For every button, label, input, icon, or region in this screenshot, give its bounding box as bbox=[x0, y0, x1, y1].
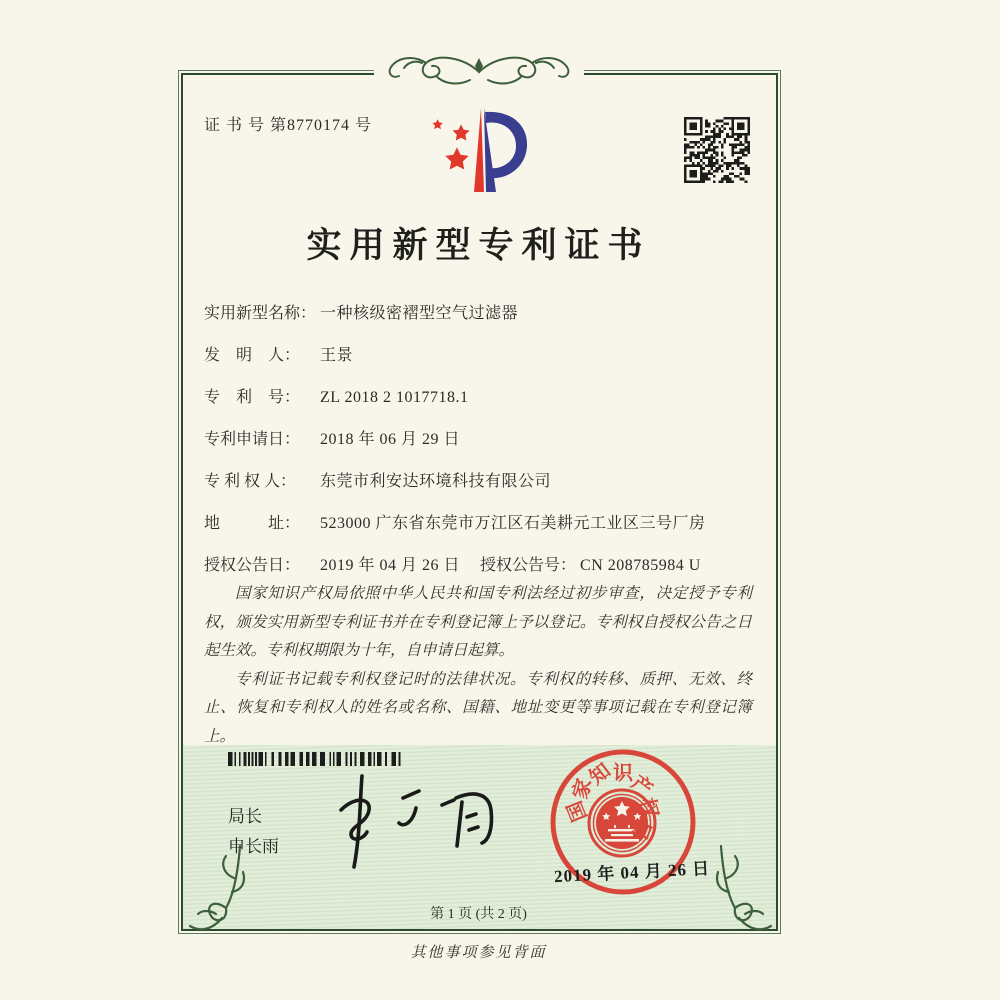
field-value: 523000 广东省东莞市万江区石美耕元工业区三号厂房 bbox=[320, 515, 706, 532]
field-row-inventor bbox=[204, 342, 764, 384]
legal-paragraph: 专利证书记载专利权登记时的法律状况。专利权的转移、质押、无效、终止、恢复和专利权人的姓名或名称、国籍、地址变更等事项记载在专利登记簿上。 bbox=[204, 670, 752, 745]
field-label: 授权公告日： bbox=[204, 557, 301, 574]
field-value: 王景 bbox=[320, 347, 354, 364]
field-label: 授权公告号： bbox=[480, 557, 577, 574]
field-value: 2018 年 06 月 29 日 bbox=[320, 431, 461, 448]
field-label: 地 址： bbox=[204, 515, 301, 532]
field-row-filing-date bbox=[204, 426, 764, 468]
signer-block bbox=[228, 802, 279, 862]
field-row-patentee bbox=[204, 468, 764, 510]
field-value: 一种核级密褶型空气过滤器 bbox=[320, 305, 519, 322]
field-label: 专利申请日： bbox=[204, 431, 301, 448]
field-row-name bbox=[204, 300, 764, 342]
back-note: 其他事项参见背面 bbox=[410, 945, 547, 961]
legal-paragraph: 国家知识产权局依照中华人民共和国专利法经过初步审查，决定授予专利权，颁发实用新型专利证书并在专利登记簿上予以登记。专利权自授权公告之日起生效。专利权期限为十年，自申请日起算。 bbox=[204, 585, 752, 659]
seal-ring-text: 国 家 知 识 产 权 局 bbox=[563, 759, 662, 843]
grant-number bbox=[480, 552, 701, 575]
field-label: 实用新型名称： bbox=[204, 305, 317, 322]
certificate-number: 证 书 号 第8770174 号 bbox=[204, 117, 373, 134]
qr-code bbox=[684, 117, 750, 183]
top-ornament-icon bbox=[374, 46, 584, 96]
barcode bbox=[228, 752, 404, 766]
field-row-patent-no bbox=[204, 384, 764, 426]
signer-name: 申长雨 bbox=[228, 837, 279, 856]
seal-date: 2019 年 04 月 26 日 bbox=[553, 858, 711, 887]
field-value: CN 208785984 U bbox=[580, 557, 701, 574]
legal-text bbox=[204, 580, 752, 751]
field-value: ZL 2018 2 1017718.1 bbox=[320, 389, 469, 406]
field-label: 专 利 号： bbox=[204, 389, 301, 406]
page-number: 第 1 页 (共 2 页) bbox=[430, 907, 527, 922]
cnipa-logo-icon bbox=[428, 104, 534, 198]
field-value: 东莞市利安达环境科技有限公司 bbox=[320, 473, 552, 490]
signer-title: 局长 bbox=[228, 807, 262, 826]
field-label: 专 利 权 人： bbox=[204, 473, 297, 490]
field-value: 2019 年 04 月 26 日 bbox=[320, 557, 461, 574]
field-label: 发 明 人： bbox=[204, 347, 301, 364]
field-list bbox=[204, 300, 764, 594]
certificate-title: 实用新型专利证书 bbox=[306, 226, 651, 265]
signature-handwriting bbox=[315, 770, 510, 872]
field-row-address bbox=[204, 510, 764, 552]
